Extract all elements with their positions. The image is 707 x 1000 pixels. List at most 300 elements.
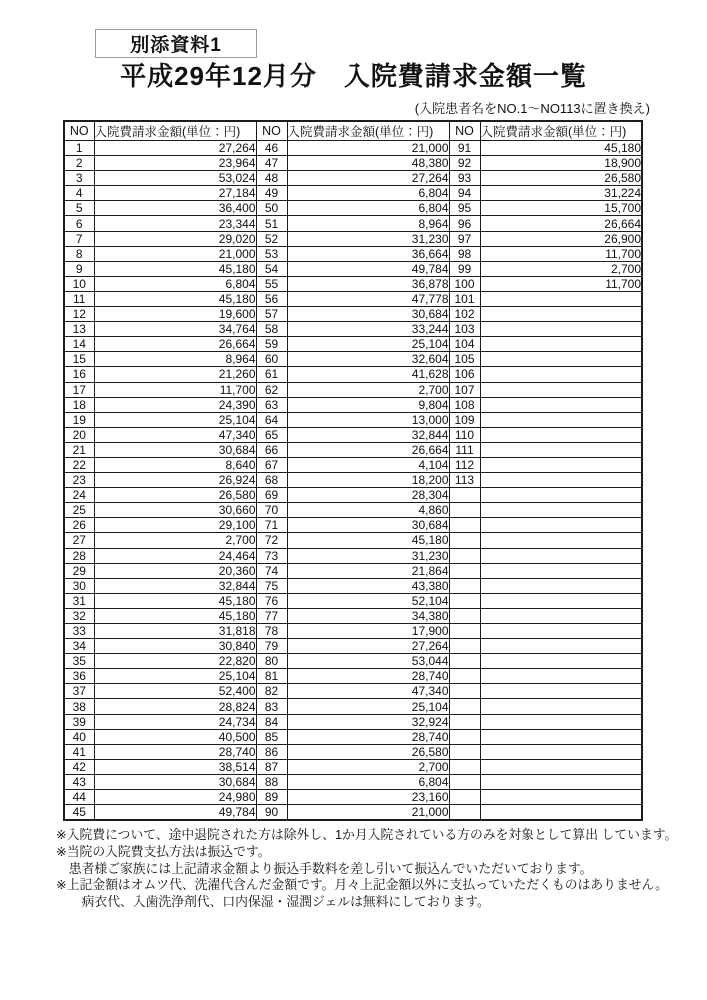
no-cell [449, 774, 480, 789]
amount-cell [480, 533, 642, 548]
amount-cell [480, 352, 642, 367]
no-cell: 41 [64, 744, 94, 759]
table-row [64, 654, 642, 669]
amount-cell: 29,100 [94, 518, 256, 533]
amount-cell: 47,778 [287, 291, 449, 306]
no-cell: 51 [256, 216, 287, 231]
amount-cell: 21,864 [287, 563, 449, 578]
no-cell: 108 [449, 397, 480, 412]
note-line: ※上記金額はオムツ代、洗濯代含んだ金額です。月々上記金額以外に支払っていただくものはありません。 [56, 877, 668, 893]
amount-cell: 21,000 [94, 246, 256, 261]
amount-cell [480, 684, 642, 699]
no-cell: 53 [256, 246, 287, 261]
amount-cell: 31,230 [287, 548, 449, 563]
no-cell: 29 [64, 563, 94, 578]
amount-cell: 27,184 [94, 186, 256, 201]
no-cell [449, 684, 480, 699]
amount-cell [480, 608, 642, 623]
table-row [64, 563, 642, 578]
no-cell: 22 [64, 457, 94, 472]
no-cell: 23 [64, 473, 94, 488]
no-cell: 9 [64, 261, 94, 276]
no-cell: 54 [256, 261, 287, 276]
no-cell: 2 [64, 156, 94, 171]
amount-cell: 23,344 [94, 216, 256, 231]
no-cell: 78 [256, 624, 287, 639]
no-cell: 26 [64, 518, 94, 533]
amount-cell: 31,230 [287, 231, 449, 246]
col-header-amount-3: 入院費請求金額(単位：円) [480, 121, 642, 141]
attachment-label-box [95, 29, 257, 58]
amount-cell: 25,104 [287, 337, 449, 352]
no-cell: 93 [449, 171, 480, 186]
amount-cell [480, 578, 642, 593]
amount-cell: 34,764 [94, 322, 256, 337]
no-cell: 86 [256, 744, 287, 759]
col-header-no-1: NO [64, 121, 94, 141]
table-row [64, 322, 642, 337]
col-header-no-3: NO [449, 121, 480, 141]
amount-cell: 2,700 [287, 759, 449, 774]
amount-cell: 11,700 [480, 276, 642, 291]
no-cell: 3 [64, 171, 94, 186]
amount-cell [480, 473, 642, 488]
table-row [64, 593, 642, 608]
table-row [64, 473, 642, 488]
no-cell [449, 699, 480, 714]
amount-cell [480, 427, 642, 442]
amount-cell [480, 457, 642, 472]
no-cell: 74 [256, 563, 287, 578]
no-cell: 110 [449, 427, 480, 442]
amount-cell: 30,840 [94, 639, 256, 654]
page-subtitle: (入院患者名をNO.1～NO113に置き換え) [414, 101, 650, 116]
no-cell: 14 [64, 337, 94, 352]
no-cell: 37 [64, 684, 94, 699]
table-row [64, 805, 642, 821]
no-cell: 43 [64, 774, 94, 789]
table-row [64, 548, 642, 563]
amount-cell: 45,180 [94, 291, 256, 306]
amount-cell [480, 774, 642, 789]
no-cell: 49 [256, 186, 287, 201]
no-cell: 16 [64, 367, 94, 382]
table-row [64, 669, 642, 684]
amount-cell: 28,824 [94, 699, 256, 714]
amount-cell [480, 759, 642, 774]
no-cell: 67 [256, 457, 287, 472]
no-cell: 39 [64, 714, 94, 729]
no-cell: 24 [64, 488, 94, 503]
amount-cell: 2,700 [94, 533, 256, 548]
no-cell: 103 [449, 322, 480, 337]
table-row [64, 427, 642, 442]
amount-cell: 6,804 [287, 186, 449, 201]
amount-cell: 2,700 [287, 382, 449, 397]
table-row [64, 442, 642, 457]
amount-cell: 17,900 [287, 624, 449, 639]
amount-cell: 8,964 [94, 352, 256, 367]
amount-cell: 31,224 [480, 186, 642, 201]
no-cell: 17 [64, 382, 94, 397]
no-cell: 33 [64, 624, 94, 639]
amount-cell: 52,400 [94, 684, 256, 699]
amount-cell: 45,180 [94, 608, 256, 623]
amount-cell: 31,818 [94, 624, 256, 639]
table-row [64, 578, 642, 593]
no-cell: 72 [256, 533, 287, 548]
table-header-row [64, 121, 642, 141]
no-cell: 20 [64, 427, 94, 442]
amount-cell: 21,000 [287, 141, 449, 156]
note-line: 病衣代、入歯洗浄剤代、口内保湿・湿潤ジェルは無料にしております。 [56, 894, 490, 910]
no-cell: 30 [64, 578, 94, 593]
amount-cell: 24,734 [94, 714, 256, 729]
amount-cell: 34,380 [287, 608, 449, 623]
no-cell: 84 [256, 714, 287, 729]
amount-cell: 26,580 [94, 488, 256, 503]
no-cell: 85 [256, 729, 287, 744]
no-cell: 75 [256, 578, 287, 593]
amount-cell [480, 744, 642, 759]
no-cell: 88 [256, 774, 287, 789]
no-cell: 112 [449, 457, 480, 472]
table-row [64, 639, 642, 654]
amount-cell: 30,684 [94, 774, 256, 789]
amount-cell [480, 382, 642, 397]
no-cell: 113 [449, 473, 480, 488]
no-cell: 101 [449, 291, 480, 306]
amount-cell: 24,390 [94, 397, 256, 412]
table-row [64, 337, 642, 352]
amount-cell: 40,500 [94, 729, 256, 744]
amount-cell: 30,660 [94, 503, 256, 518]
no-cell: 63 [256, 397, 287, 412]
no-cell: 48 [256, 171, 287, 186]
amount-cell [480, 442, 642, 457]
no-cell: 111 [449, 442, 480, 457]
table-row [64, 714, 642, 729]
no-cell: 1 [64, 141, 94, 156]
amount-cell: 38,514 [94, 759, 256, 774]
table-row [64, 307, 642, 322]
no-cell: 27 [64, 533, 94, 548]
amount-cell: 6,804 [287, 201, 449, 216]
no-cell [449, 518, 480, 533]
amount-cell: 23,964 [94, 156, 256, 171]
no-cell: 99 [449, 261, 480, 276]
no-cell: 45 [64, 805, 94, 821]
table-row [64, 684, 642, 699]
no-cell: 60 [256, 352, 287, 367]
table-row [64, 261, 642, 276]
note-line: 患者様ご家族には上記請求金額より振込手数料を差し引いて振込んでいただいております。 [56, 860, 593, 876]
amount-cell: 30,684 [94, 442, 256, 457]
note-line: ※入院費について、途中退院された方は除外し、1か月入院されている方のみを対象として算出 しています。 [56, 827, 678, 842]
amount-cell: 45,180 [94, 261, 256, 276]
amount-cell: 45,180 [287, 533, 449, 548]
amount-cell: 8,964 [287, 216, 449, 231]
table-row [64, 759, 642, 774]
table-row [64, 533, 642, 548]
amount-cell: 26,580 [480, 171, 642, 186]
amount-cell: 28,740 [287, 669, 449, 684]
no-cell: 4 [64, 186, 94, 201]
table-row [64, 382, 642, 397]
amount-cell: 52,104 [287, 593, 449, 608]
no-cell: 31 [64, 593, 94, 608]
no-cell: 107 [449, 382, 480, 397]
no-cell: 19 [64, 412, 94, 427]
amount-cell [480, 307, 642, 322]
no-cell: 95 [449, 201, 480, 216]
no-cell: 12 [64, 307, 94, 322]
amount-cell: 26,580 [287, 744, 449, 759]
amount-cell: 36,878 [287, 276, 449, 291]
amount-cell: 26,664 [287, 442, 449, 457]
no-cell: 46 [256, 141, 287, 156]
amount-cell [480, 714, 642, 729]
amount-cell: 45,180 [480, 141, 642, 156]
amount-cell: 41,628 [287, 367, 449, 382]
no-cell: 77 [256, 608, 287, 623]
no-cell: 109 [449, 412, 480, 427]
table-row [64, 156, 642, 171]
amount-cell: 36,400 [94, 201, 256, 216]
no-cell: 105 [449, 352, 480, 367]
amount-cell: 19,600 [94, 307, 256, 322]
table-row [64, 699, 642, 714]
amount-cell [480, 669, 642, 684]
amount-cell: 4,104 [287, 457, 449, 472]
amount-cell [480, 790, 642, 805]
amount-cell: 8,640 [94, 457, 256, 472]
amount-cell: 26,924 [94, 473, 256, 488]
no-cell: 81 [256, 669, 287, 684]
amount-cell: 28,740 [287, 729, 449, 744]
no-cell: 76 [256, 593, 287, 608]
amount-cell: 26,900 [480, 231, 642, 246]
col-header-amount-1: 入院費請求金額(単位：円) [94, 121, 256, 141]
amount-cell: 9,804 [287, 397, 449, 412]
amount-cell: 23,160 [287, 790, 449, 805]
table-row [64, 608, 642, 623]
amount-cell: 48,380 [287, 156, 449, 171]
amount-cell [480, 367, 642, 382]
amount-cell [480, 488, 642, 503]
amount-cell: 6,804 [287, 774, 449, 789]
amount-cell: 25,104 [94, 412, 256, 427]
no-cell: 8 [64, 246, 94, 261]
no-cell: 13 [64, 322, 94, 337]
no-cell: 92 [449, 156, 480, 171]
amount-cell [480, 503, 642, 518]
no-cell [449, 563, 480, 578]
no-cell: 80 [256, 654, 287, 669]
amount-cell: 26,664 [480, 216, 642, 231]
amount-cell: 30,684 [287, 307, 449, 322]
no-cell [449, 654, 480, 669]
amount-cell [480, 563, 642, 578]
table-row [64, 774, 642, 789]
amount-cell: 11,700 [480, 246, 642, 261]
no-cell: 32 [64, 608, 94, 623]
amount-cell: 20,360 [94, 563, 256, 578]
no-cell: 6 [64, 216, 94, 231]
no-cell: 106 [449, 367, 480, 382]
no-cell: 52 [256, 231, 287, 246]
no-cell: 10 [64, 276, 94, 291]
amount-cell: 4,860 [287, 503, 449, 518]
amount-cell [480, 397, 642, 412]
table-row [64, 352, 642, 367]
no-cell [449, 729, 480, 744]
no-cell: 40 [64, 729, 94, 744]
amount-cell: 29,020 [94, 231, 256, 246]
no-cell [449, 503, 480, 518]
amount-cell: 18,900 [480, 156, 642, 171]
no-cell: 68 [256, 473, 287, 488]
table-row [64, 246, 642, 261]
table-row [64, 291, 642, 306]
amount-cell [480, 291, 642, 306]
billing-table [63, 120, 643, 821]
amount-cell: 28,304 [287, 488, 449, 503]
table-row [64, 744, 642, 759]
amount-cell: 24,464 [94, 548, 256, 563]
no-cell [449, 669, 480, 684]
no-cell: 73 [256, 548, 287, 563]
no-cell: 5 [64, 201, 94, 216]
amount-cell: 11,700 [94, 382, 256, 397]
table-row [64, 729, 642, 744]
no-cell: 104 [449, 337, 480, 352]
no-cell: 15 [64, 352, 94, 367]
amount-cell: 24,980 [94, 790, 256, 805]
no-cell [449, 624, 480, 639]
no-cell: 89 [256, 790, 287, 805]
table-row [64, 186, 642, 201]
no-cell: 55 [256, 276, 287, 291]
no-cell: 25 [64, 503, 94, 518]
no-cell: 21 [64, 442, 94, 457]
amount-cell: 36,664 [287, 246, 449, 261]
no-cell: 90 [256, 805, 287, 821]
no-cell: 71 [256, 518, 287, 533]
col-header-amount-2: 入院費請求金額(単位：円) [287, 121, 449, 141]
no-cell: 64 [256, 412, 287, 427]
amount-cell: 28,740 [94, 744, 256, 759]
amount-cell: 33,244 [287, 322, 449, 337]
amount-cell: 2,700 [480, 261, 642, 276]
amount-cell [480, 654, 642, 669]
no-cell: 18 [64, 397, 94, 412]
no-cell: 69 [256, 488, 287, 503]
amount-cell: 22,820 [94, 654, 256, 669]
table-row [64, 518, 642, 533]
table-row [64, 201, 642, 216]
no-cell [449, 578, 480, 593]
amount-cell [480, 729, 642, 744]
no-cell: 28 [64, 548, 94, 563]
amount-cell: 26,664 [94, 337, 256, 352]
amount-cell [480, 639, 642, 654]
amount-cell [480, 624, 642, 639]
no-cell: 57 [256, 307, 287, 322]
amount-cell: 25,104 [287, 699, 449, 714]
no-cell [449, 714, 480, 729]
amount-cell: 32,924 [287, 714, 449, 729]
no-cell: 34 [64, 639, 94, 654]
no-cell [449, 608, 480, 623]
no-cell [449, 805, 480, 821]
no-cell [449, 639, 480, 654]
no-cell: 36 [64, 669, 94, 684]
no-cell: 79 [256, 639, 287, 654]
table-row [64, 790, 642, 805]
footnotes [56, 827, 704, 911]
col-header-no-2: NO [256, 121, 287, 141]
amount-cell: 43,380 [287, 578, 449, 593]
no-cell [449, 744, 480, 759]
no-cell: 96 [449, 216, 480, 231]
table-row [64, 488, 642, 503]
amount-cell: 53,044 [287, 654, 449, 669]
note-line: ※当院の入院費支払方法は振込です。 [56, 843, 271, 859]
amount-cell: 49,784 [287, 261, 449, 276]
table-row [64, 457, 642, 472]
amount-cell: 21,000 [287, 805, 449, 821]
no-cell: 91 [449, 141, 480, 156]
no-cell: 65 [256, 427, 287, 442]
no-cell: 44 [64, 790, 94, 805]
table-row [64, 367, 642, 382]
amount-cell: 45,180 [94, 593, 256, 608]
no-cell: 50 [256, 201, 287, 216]
amount-cell: 32,844 [287, 427, 449, 442]
no-cell: 11 [64, 291, 94, 306]
amount-cell: 49,784 [94, 805, 256, 821]
amount-cell [480, 337, 642, 352]
amount-cell: 25,104 [94, 669, 256, 684]
table-row [64, 171, 642, 186]
no-cell: 58 [256, 322, 287, 337]
table-row [64, 397, 642, 412]
amount-cell: 27,264 [94, 141, 256, 156]
attachment-label: 別添資料1 [130, 35, 222, 56]
no-cell: 62 [256, 382, 287, 397]
table-row [64, 276, 642, 291]
no-cell: 66 [256, 442, 287, 457]
no-cell: 47 [256, 156, 287, 171]
amount-cell [480, 593, 642, 608]
no-cell: 56 [256, 291, 287, 306]
no-cell [449, 533, 480, 548]
billing-table-body [64, 141, 642, 821]
amount-cell [480, 412, 642, 427]
no-cell: 38 [64, 699, 94, 714]
no-cell: 82 [256, 684, 287, 699]
table-row [64, 231, 642, 246]
no-cell: 59 [256, 337, 287, 352]
amount-cell: 21,260 [94, 367, 256, 382]
amount-cell: 32,844 [94, 578, 256, 593]
table-row [64, 216, 642, 231]
table-row [64, 624, 642, 639]
amount-cell: 27,264 [287, 639, 449, 654]
amount-cell [480, 699, 642, 714]
no-cell: 83 [256, 699, 287, 714]
